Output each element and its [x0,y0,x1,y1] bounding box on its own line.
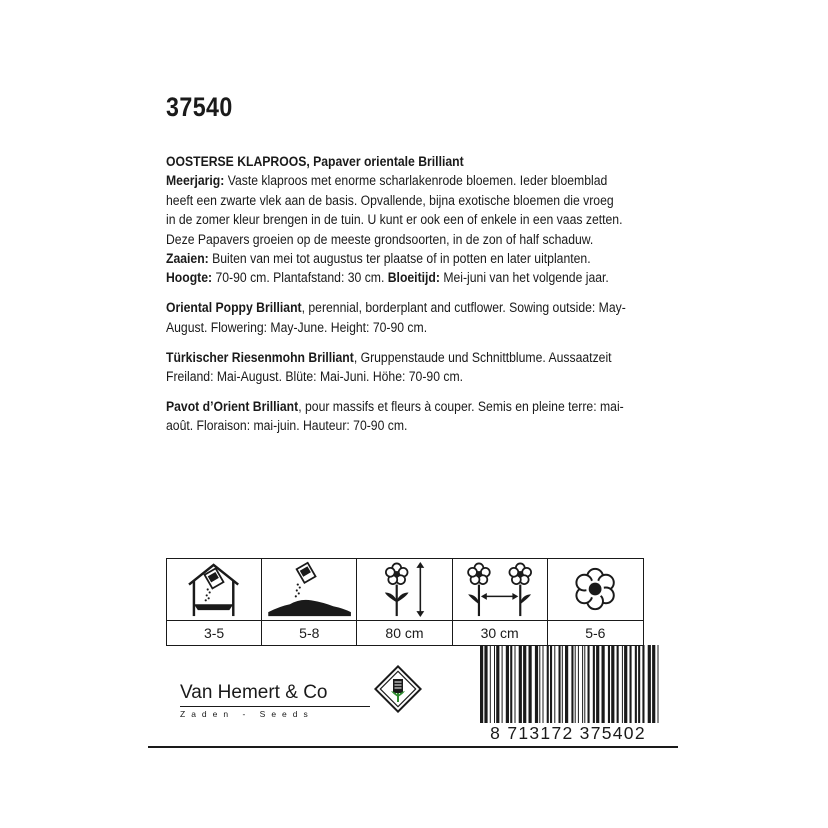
barcode-bar [584,645,585,725]
greenhouse-sowing-icon [167,559,261,621]
text-line: August. Flowering: May-June. Height: 70-90 cm. [166,319,428,336]
barcode-bar [611,645,614,725]
dutch-description [166,153,665,289]
barcode-bar [652,645,655,725]
text-line: Freiland: Mai-August. Blüte: Mai-Juni. Höhe: 70-90 cm. [166,369,464,386]
outdoor-sowing-cell [262,559,357,645]
text-line: août. Floraison: mai-juin. Hauteur: 70-90 cm. [166,418,408,435]
barcode-bar [617,645,619,725]
barcode [470,645,666,745]
greenhouse-sowing-cell [167,559,262,645]
text-line: Pavot d’Orient Brilliant, pour massifs et fleurs à couper. Semis en pleine terre: mai- [166,398,624,415]
plant-height-value: 80 cm [385,625,424,641]
description [166,153,665,447]
barcode-bar [496,645,499,725]
barcode-bar [588,645,590,725]
german-description [166,349,665,388]
barcode-bar [550,645,552,725]
barcode-bar [648,645,651,725]
barcode-bar [529,645,532,725]
barcode-bar [510,645,512,725]
text-line: heeft een zwarte vlek aan de basis. Opvallende, bijna exotische bloemen die vroeg [166,192,614,209]
bottom-rule [148,746,678,748]
barcode-bar [624,645,627,725]
barcode-bar [523,645,526,725]
barcode-bar [559,645,561,725]
barcode-bar [642,645,644,725]
brand-block [166,672,376,718]
barcode-bar [622,645,623,725]
plant-height-icon [357,559,451,621]
plant-height-cell [357,559,452,645]
text-line: Deze Papavers groeien op de meeste grondsoorten, in de zon of half schaduw. [166,231,594,248]
barcode-bar [608,645,610,725]
english-description [166,299,665,338]
barcode-bar [582,645,583,725]
flowering-icon [548,559,643,621]
barcode-bar [575,645,576,725]
outdoor-sowing-icon [262,559,356,621]
barcode-bar [506,645,509,725]
barcode-bar [502,645,503,725]
flowering-cell [548,559,643,645]
barcode-digits: 8 713172 375402 [470,723,666,743]
barcode-bar [554,645,555,725]
plant-spacing-icon [453,559,547,621]
barcode-bar [490,645,491,725]
brand-divider [180,706,370,707]
barcode-bar [535,645,538,725]
barcode-bar [519,645,522,725]
barcode-bar [515,645,516,725]
barcode-bar [571,645,573,725]
barcode-bar [543,645,544,725]
barcode-bar [596,645,599,725]
barcode-bar [602,645,605,725]
article-number: 37540 [166,92,233,122]
barcode-bar [539,645,540,725]
greenhouse-sowing-value: 3-5 [203,625,225,641]
french-description [166,398,665,437]
barcode-bar [630,645,632,725]
barcode-bar [593,645,595,725]
text-line: Zaaien: Buiten van mei tot augustus ter plaatse of in potten en later uitplanten. [166,251,591,268]
barcode-bar [494,645,495,725]
plant-spacing-cell [453,559,548,645]
barcode-bar [547,645,549,725]
text-line: Türkischer Riesenmohn Brilliant, Gruppenstaude und Schnittblume. Aussaatzeit [166,349,612,366]
barcode-bar [565,645,568,725]
brand-tagline: Zaden - Seeds [180,709,314,719]
company-logo-icon [374,665,422,713]
barcode-bar [638,645,640,725]
text-line: Oriental Poppy Brilliant, perennial, borderplant and cutflower. Sowing outside: May- [166,300,626,317]
barcode-bar [578,645,579,725]
plant-spacing-value: 30 cm [480,625,519,641]
flowering-value: 5-6 [585,625,606,641]
text-line: OOSTERSE KLAPROOS, Papaver orientale Brilliant [166,154,464,170]
text-line: Hoogte: 70-90 cm. Plantafstand: 30 cm. Bloeitijd: Mei-juni van het volgende jaar. [166,270,609,287]
barcode-bar [635,645,637,725]
growing-info-table [166,558,644,646]
outdoor-sowing-value: 5-8 [299,625,320,641]
text-line: in de zomer kleur brengen in de tuin. U kunt er ook een of enkele in een vaas zetten. [166,212,623,229]
text-line: Meerjarig: Vaste klaproos met enorme scharlakenrode bloemen. Ieder bloemblad [166,173,608,190]
brand-name: Van Hemert & Co [180,682,328,703]
barcode-bar [562,645,563,725]
